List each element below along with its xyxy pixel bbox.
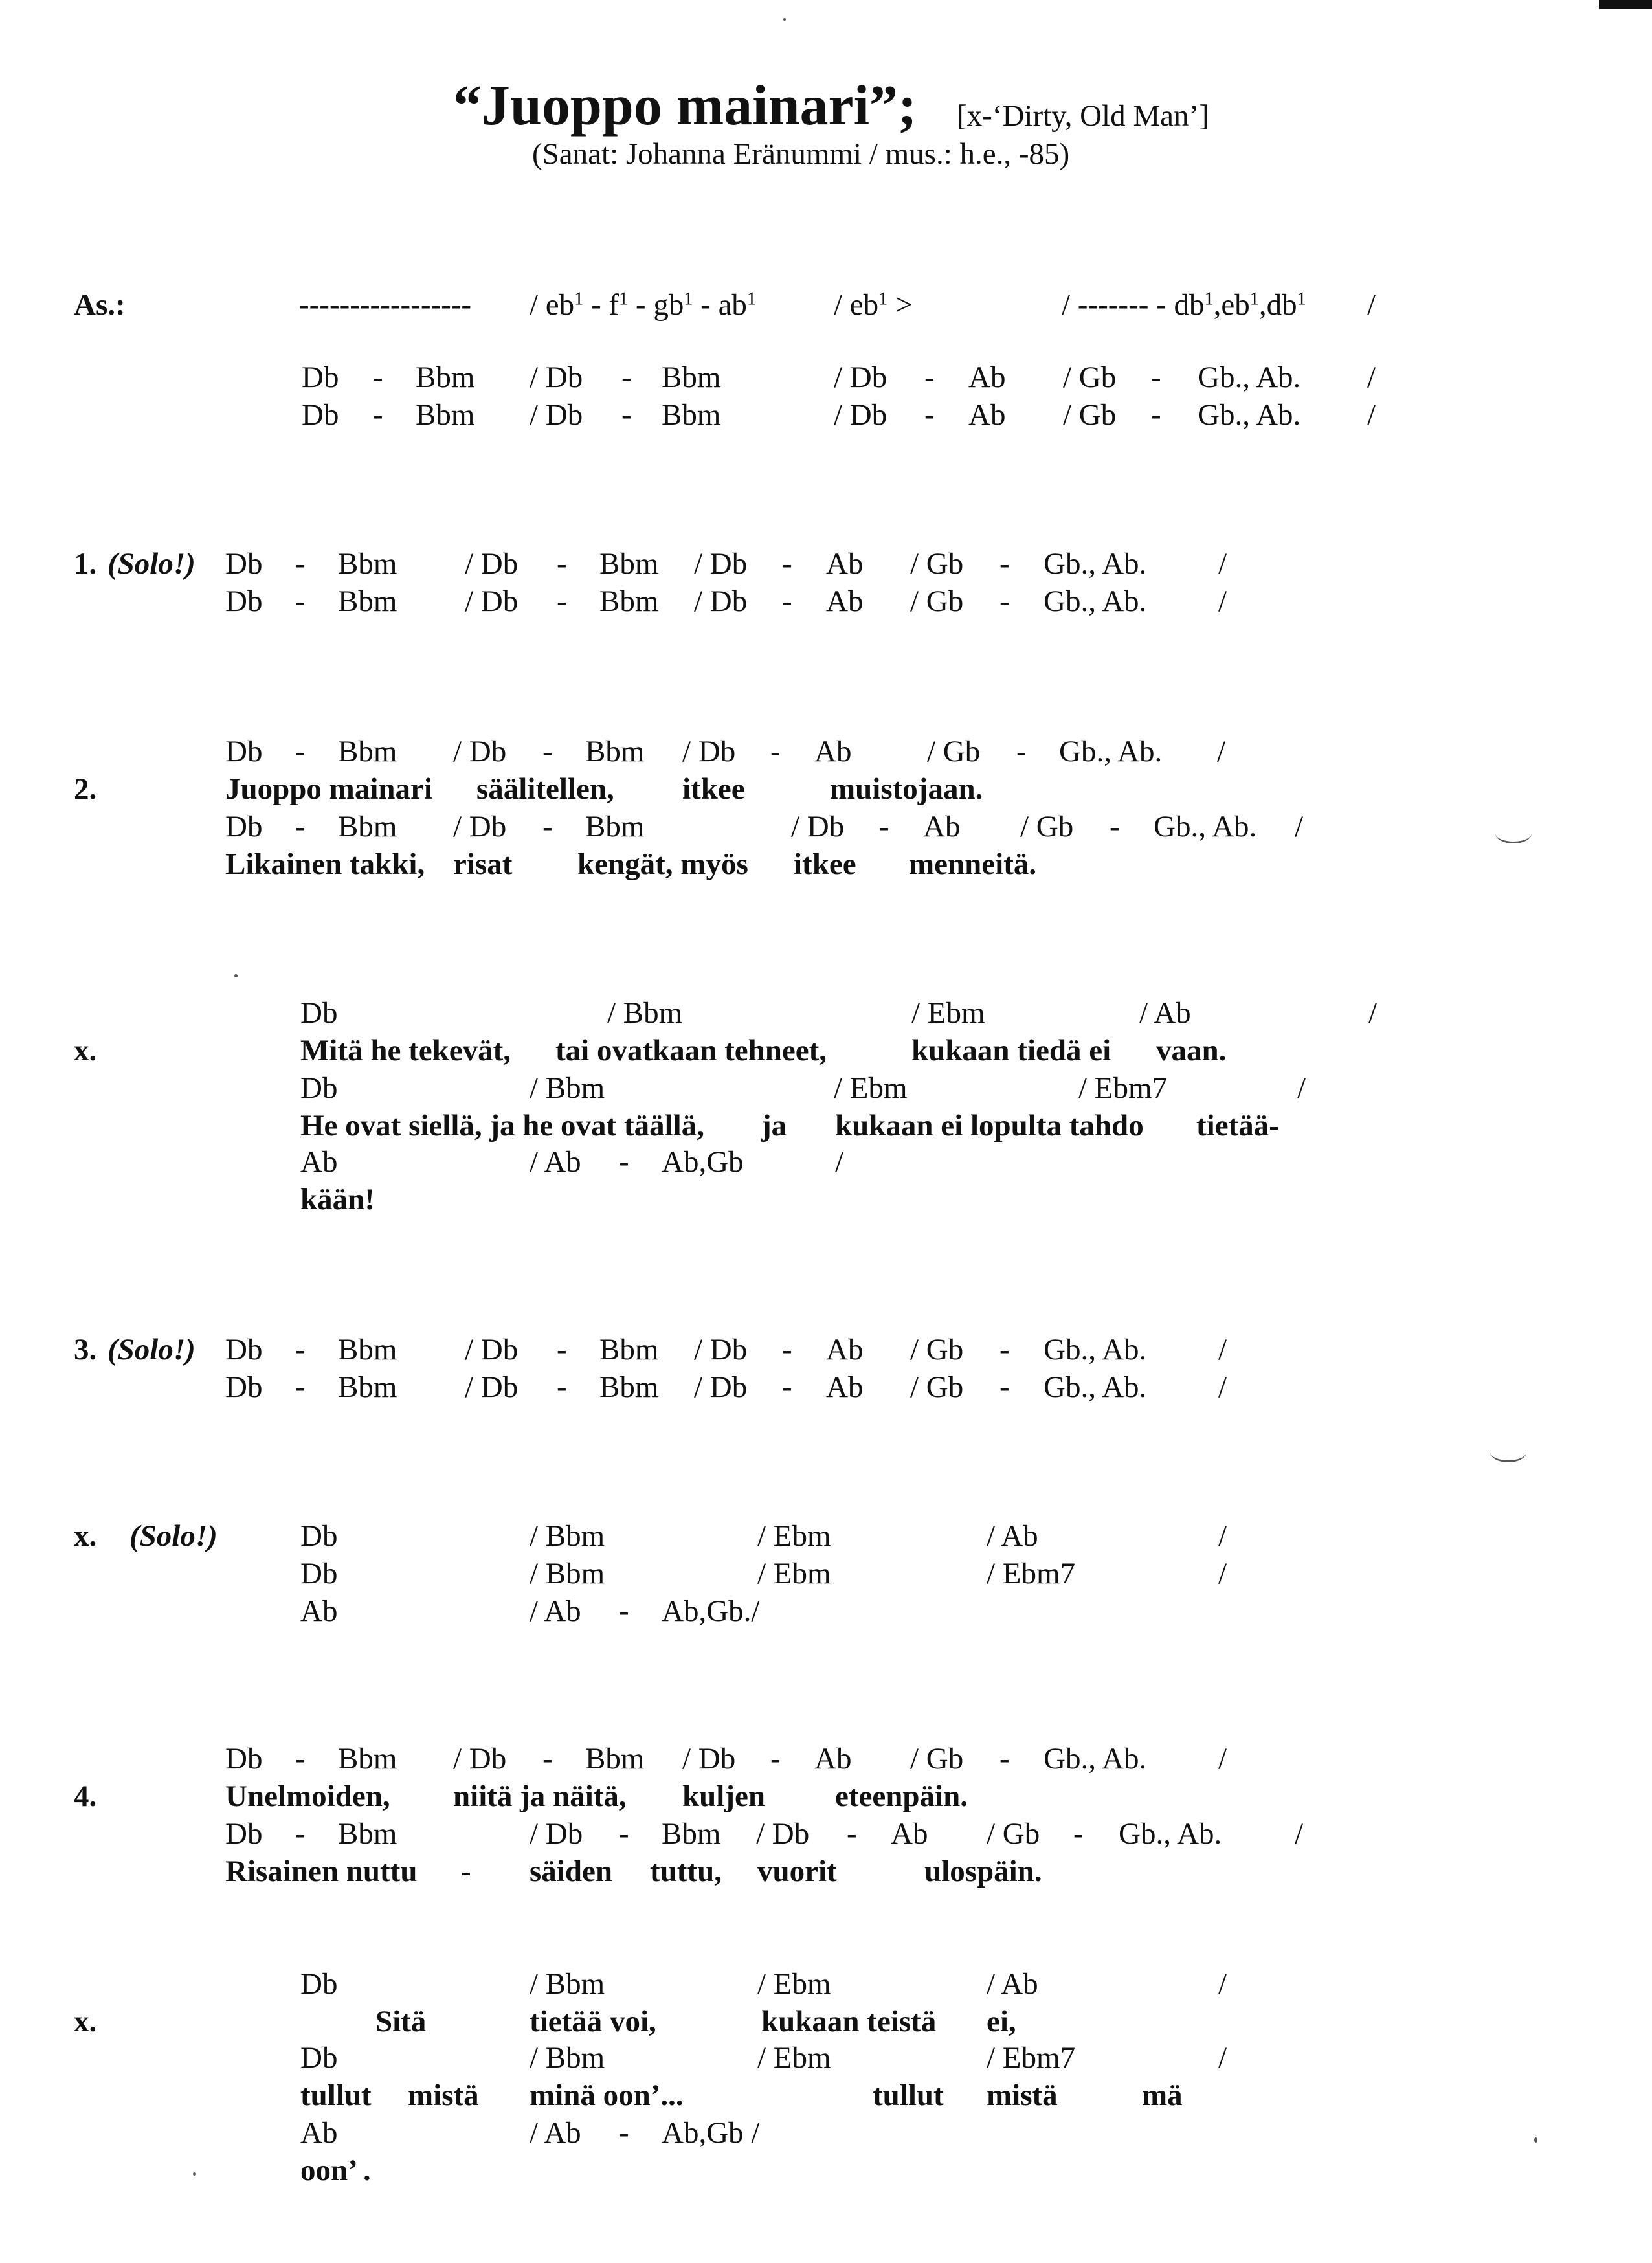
dash: - [557,1370,567,1404]
chord: / Gb [910,1742,964,1776]
bar-line: / [1218,1557,1227,1590]
bar-line: / [1367,288,1376,322]
dash: - [542,1742,553,1776]
chord: / Ebm7 [1078,1071,1168,1105]
lyric: mistä [408,2079,479,2112]
dash: - [782,547,792,581]
verse-number: 2. [74,772,97,806]
chord: Db [300,1557,338,1590]
chord: Ab [814,1742,852,1776]
dash: - [373,398,383,432]
lyric: kukaan tiedä ei [911,1034,1111,1067]
chord: Db [302,361,339,394]
verse-number: 4. [74,1779,97,1813]
chord: Bbm [338,1370,397,1404]
lyric: vuorit [757,1855,837,1888]
chord: / Gb [1063,361,1117,394]
lyric: Unelmoiden, [225,1779,390,1813]
verse-number: 1. [74,547,97,581]
chord: Gb., Ab. [1198,361,1301,394]
chord: Gb., Ab. [1119,1817,1222,1851]
dash: - [621,361,632,394]
bar-line: / [1218,547,1227,581]
solo-marker: (Solo!) [107,547,195,581]
chord: / Ab [530,1145,581,1179]
bar-line: / [1217,735,1226,768]
chord: Ab [826,547,864,581]
chorus-label: x. [74,1034,97,1067]
chord: Gb., Ab. [1044,1742,1147,1776]
scan-speck [1534,2137,1537,2143]
lyric: Sitä [375,2005,427,2038]
chord: Ab,Gb [662,1145,744,1179]
lyric: eteenpäin. [835,1779,968,1813]
chord: / Db [530,361,583,394]
chord: / Bbm [530,1519,605,1553]
chord: / Bbm [530,1967,605,2001]
chord: / Db [694,547,748,581]
dash: - [1110,810,1120,843]
melody-notes: / $eb^1 - f^1 - gb^1 - ab^1$ [530,288,757,322]
lyric: menneitä. [909,847,1037,881]
dash: - [295,1370,306,1404]
dash: - [619,1594,629,1628]
chord: Ab,Gb / [662,2116,760,2150]
lyric: Risainen nuttu [225,1855,418,1888]
chord: Ab,Gb./ [662,1594,760,1628]
dash: - [295,1817,306,1851]
chord: Ab [826,1370,864,1404]
lyric: - [461,1855,471,1888]
dash: - [782,1333,792,1366]
chord: / Db [834,398,887,432]
chord: / Ebm [757,2041,831,2075]
credits-line: (Sanat: Johanna Eränummi / mus.: h.e., -85) [532,137,1070,171]
chord: / Bbm [607,996,683,1030]
lyric: ja [761,1109,787,1143]
chord: Db [225,1333,263,1366]
dash: - [770,1742,781,1776]
chord: / Gb [927,735,981,768]
chord: / Db [465,1370,519,1404]
lyric: kuljen [682,1779,765,1813]
chord: Db [225,1817,263,1851]
dash: - [999,585,1010,618]
chord: Bbm [585,1742,645,1776]
chorus-label: x. [74,1519,97,1553]
lyric: muistojaan. [830,772,983,806]
chord: Db [300,1071,338,1105]
chord: / Bbm [530,2041,605,2075]
lyric: mä [1142,2079,1183,2112]
dash: - [621,398,632,432]
lyric: tai ovatkaan tehneet, [555,1034,827,1067]
dash: - [999,1333,1010,1366]
dash: - [619,1145,629,1179]
chord: / Gb [1063,398,1117,432]
solo-marker: (Solo!) [107,1333,195,1366]
dash: - [295,547,306,581]
dash: - [295,810,306,843]
dash: - [999,1370,1010,1404]
dash: - [1151,398,1161,432]
dash: - [295,735,306,768]
chord: / Db [694,1370,748,1404]
chord: / Ab [987,1967,1038,2001]
chord: / Ebm [757,1557,831,1590]
chord: Bbm [338,1742,397,1776]
bar-line: / [1295,1817,1304,1851]
chord: Gb., Ab. [1059,735,1163,768]
chord: / Db [694,1333,748,1366]
chord: / Ab [530,1594,581,1628]
dash: - [619,2116,629,2150]
chord: Ab [923,810,961,843]
chord: Bbm [662,1817,721,1851]
chord: Db [225,1742,263,1776]
lyric: vaan. [1156,1034,1227,1067]
chord: Ab [300,1145,338,1179]
dash: - [879,810,889,843]
chord: Bbm [599,1370,659,1404]
chord: / Ab [987,1519,1038,1553]
dash: - [557,585,567,618]
lyric: risat [453,847,513,881]
chord: Gb., Ab. [1198,398,1301,432]
dash: - [847,1817,857,1851]
chord: / Db [756,1817,810,1851]
scan-speck [234,974,238,977]
lyric: säälitellen, [476,772,614,806]
chord: / Db [453,810,507,843]
bar-line: / [1368,996,1378,1030]
chord: Ab [826,1333,864,1366]
dash: - [782,585,792,618]
chord: Bbm [416,361,475,394]
bar-line: / [835,1145,844,1179]
song-title: “Juoppo mainari”; [453,74,917,137]
chord: Gb., Ab. [1044,1333,1147,1366]
dash: - [295,1333,306,1366]
dash: - [542,735,553,768]
lyric: ei, [987,2005,1016,2038]
lyric: Likainen takki, [225,847,425,881]
tune-reference: [x-‘Dirty, Old Man’] [957,99,1209,133]
chord: / Db [530,1817,583,1851]
dash: - [542,810,553,843]
lyric: itkee [682,772,745,806]
chord: / Ebm7 [987,2041,1076,2075]
chord: Ab [968,398,1006,432]
lyric: kengät, myös [577,847,748,881]
chord: Ab [814,735,852,768]
dash: - [999,547,1010,581]
dash: - [295,1742,306,1776]
chord: Bbm [338,810,397,843]
chord: Bbm [338,1817,397,1851]
dash: - [1016,735,1027,768]
chord: Bbm [585,735,645,768]
bar-line: / [1367,398,1376,432]
melody-dashes: ----------------- [299,288,472,322]
chord: / Db [682,735,736,768]
chord: / Db [694,585,748,618]
chord: / Db [465,1333,519,1366]
verse-number: 3. [74,1333,97,1366]
chord: / Gb [910,585,964,618]
bar-line: / [1218,1519,1227,1553]
chord: / Db [465,585,519,618]
chord: / Db [453,1742,507,1776]
chord: Db [225,1370,263,1404]
chord: Bbm [338,585,397,618]
chord: Bbm [662,361,721,394]
chord: / Ebm [911,996,985,1030]
lyric: He ovat siellä, ja he ovat täällä, [300,1109,704,1143]
bar-line: / [1218,1742,1227,1776]
chord: Bbm [416,398,475,432]
dash: - [924,398,935,432]
scan-speck [193,2172,196,2176]
chord: / Db [465,547,519,581]
dash: - [557,1333,567,1366]
bar-line: / [1218,1333,1227,1366]
chord: Bbm [338,547,397,581]
chord: Ab [891,1817,928,1851]
scan-corner-mark [1599,0,1652,9]
chord: / Ebm [757,1967,831,2001]
chord: / Bbm [530,1071,605,1105]
lyric: säiden [530,1855,612,1888]
dash: - [557,547,567,581]
bar-line: / [1295,810,1304,843]
chord: Ab [300,1594,338,1628]
chord: / Db [530,398,583,432]
chord: / Gb [1020,810,1074,843]
chord: / Ab [1139,996,1191,1030]
bar-line: / [1218,1967,1227,2001]
chord: / Ebm7 [987,1557,1076,1590]
scan-speck [783,18,786,21]
lyric: tietää voi, [530,2005,656,2038]
chord: / Ab [530,2116,581,2150]
dash: - [1151,361,1161,394]
bar-line: / [1218,585,1227,618]
lyric: oon’ . [300,2154,371,2187]
lyric: tuttu, [650,1855,722,1888]
bar-line: / [1218,2041,1227,2075]
chord: Bbm [585,810,645,843]
chord: Ab [968,361,1006,394]
dash: - [373,361,383,394]
dash: - [782,1370,792,1404]
chord: Bbm [338,735,397,768]
chord: / Gb [910,1370,964,1404]
lyric: kukaan teistä [761,2005,937,2038]
chord: / Bbm [530,1557,605,1590]
chord: Db [300,1519,338,1553]
dash: - [924,361,935,394]
chord: Bbm [599,1333,659,1366]
lyric: kään! [300,1183,375,1216]
lyric: kukaan ei lopulta tahdo [835,1109,1144,1143]
chord: / Gb [987,1817,1040,1851]
punch-hole-mark [1495,823,1532,843]
chord: Bbm [662,398,721,432]
chord: Gb., Ab. [1044,585,1147,618]
lyric: minä oon’... [530,2079,684,2112]
chord: / Gb [910,547,964,581]
chord: Db [225,547,263,581]
chord: Ab [826,585,864,618]
chord: / Db [834,361,887,394]
chord: Db [225,810,263,843]
chord: Gb., Ab. [1044,547,1147,581]
chord: Gb., Ab. [1044,1370,1147,1404]
chord: / Ebm [757,1519,831,1553]
chord: Bbm [599,585,659,618]
chord: Gb., Ab. [1154,810,1257,843]
chord: / Db [453,735,507,768]
chord: Db [300,996,338,1030]
bar-line: / [1297,1071,1306,1105]
chord: Db [302,398,339,432]
chord: Db [300,2041,338,2075]
melody-note: / $eb^1$ > [834,288,913,322]
chord: Db [225,585,263,618]
lyric: Juoppo mainari [225,772,432,806]
punch-hole-mark [1490,1442,1526,1462]
dash: - [295,585,306,618]
chord: Db [225,735,263,768]
chord: / Gb [910,1333,964,1366]
dash: - [999,1742,1010,1776]
lyric: tullut [873,2079,944,2112]
solo-marker: (Solo!) [129,1519,218,1553]
lyric: niitä ja näitä, [453,1779,627,1813]
chord: Bbm [599,547,659,581]
dash: - [1073,1817,1084,1851]
chord: Bbm [338,1333,397,1366]
chord: Db [300,1967,338,2001]
bar-line: / [1367,361,1376,394]
lyric: tietää- [1196,1109,1279,1143]
lyric: itkee [794,847,856,881]
lyric: Mitä he tekevät, [300,1034,511,1067]
bar-line: / [1218,1370,1227,1404]
chord: / Db [791,810,845,843]
lyric: tullut [300,2079,372,2112]
lyric: mistä [987,2079,1058,2112]
intro-label: As.: [74,288,126,322]
chorus-label: x. [74,2005,97,2038]
dash: - [619,1817,629,1851]
lyric: ulospäin. [924,1855,1042,1888]
chord: / Db [682,1742,736,1776]
melody-run: / ------- - $db^1,eb^1,db^1$ [1062,288,1306,322]
dash: - [770,735,781,768]
chord: Ab [300,2116,338,2150]
chord: / Ebm [834,1071,908,1105]
